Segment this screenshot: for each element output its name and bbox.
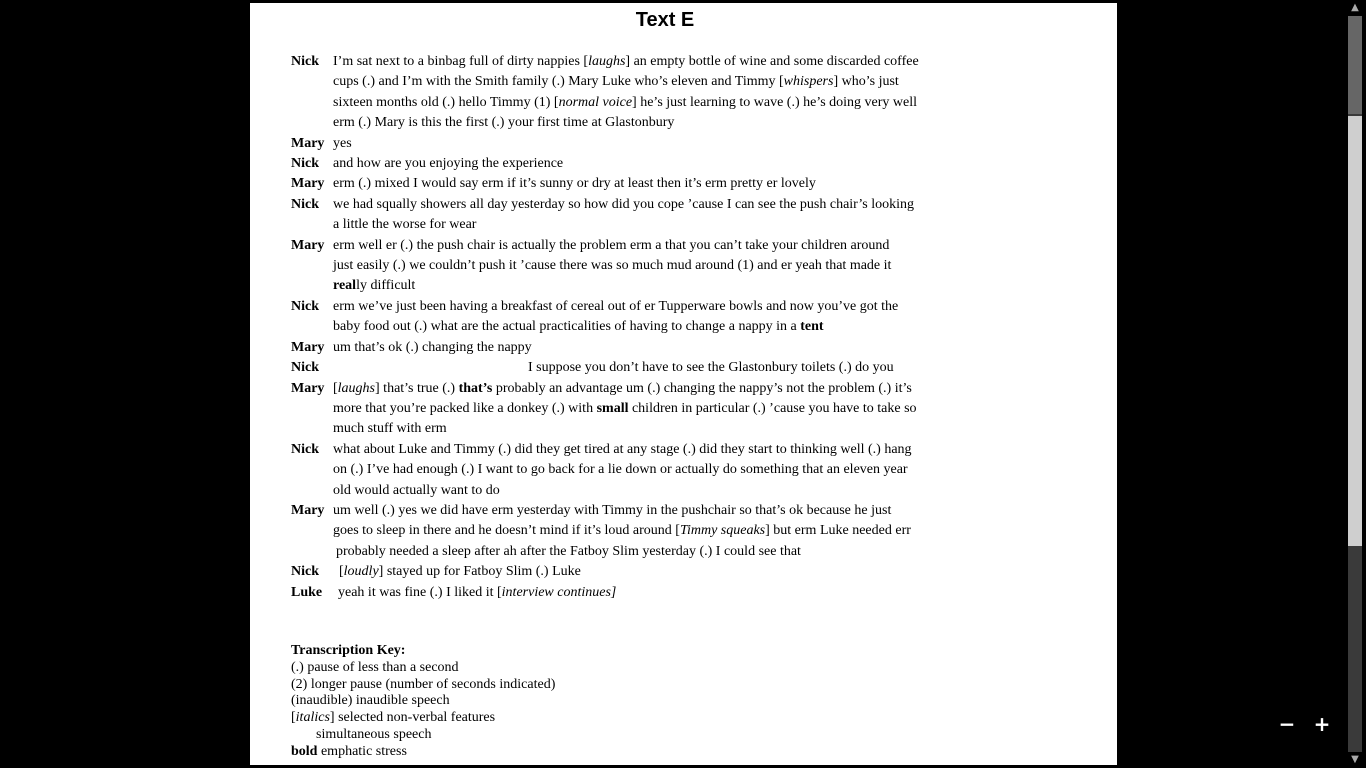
line: we had squally showers all day yesterday so how did you cope ’cause I can see the push chair’s looking — [333, 196, 914, 212]
line: erm well er (.) the push chair is actually the problem erm a that you can’t take your children around — [333, 237, 890, 253]
turn-nick-3 — [291, 195, 951, 236]
turn-nick-1 — [291, 52, 951, 134]
line: [laughs] that’s true (.) that’s probably an advantage um (.) changing the nappy’s not the problem (.) it’s — [333, 380, 912, 396]
speaker-label: Nick — [291, 156, 319, 172]
key-item: simultaneous speech — [316, 726, 432, 742]
line: erm we’ve just been having a breakfast of cereal out of er Tupperware bowls and now you’ve got the — [333, 298, 899, 314]
utterance: [loudly] stayed up for Fatboy Slim (.) Luke — [339, 564, 581, 580]
turn-mary-6 — [291, 501, 951, 562]
turn-luke-1 — [291, 583, 951, 603]
speaker-label: Mary — [291, 237, 325, 253]
scroll-track[interactable] — [1348, 16, 1362, 752]
speaker-label: Nick — [291, 441, 319, 457]
document-page — [250, 3, 1117, 765]
utterance — [333, 52, 951, 134]
key-item: (inaudible) inaudible speech — [291, 693, 450, 709]
zoom-in-button[interactable]: + — [1313, 712, 1331, 736]
line: what about Luke and Timmy (.) did they get tired at any stage (.) did they start to thinking well (.) hang — [333, 441, 912, 457]
speaker-label: Nick — [291, 360, 319, 376]
speaker-label: Nick — [291, 298, 319, 314]
key-item: (2) longer pause (number of seconds indicated) — [291, 676, 556, 692]
utterance — [333, 440, 951, 501]
line: just easily (.) we couldn’t push it ’cause there was so much mud around (1) and er yeah that made it — [333, 258, 892, 274]
line: on (.) I’ve had enough (.) I want to go back for a lie down or actually do something that an eleven year — [333, 462, 908, 478]
scroll-track-segment — [1348, 16, 1362, 114]
line: erm (.) Mary is this the first (.) your first time at Glastonbury — [333, 115, 675, 131]
speaker-label: Mary — [291, 502, 325, 518]
key-item: [italics] selected non-verbal features — [291, 710, 496, 726]
line: a little the worse for wear — [333, 217, 477, 233]
key-item: (.) pause of less than a second — [291, 659, 459, 675]
utterance — [333, 195, 951, 236]
line: goes to sleep in there and he doesn’t mind if it’s loud around [Timmy squeaks] but erm Luke needed err — [333, 523, 911, 539]
utterance — [333, 501, 951, 562]
line: more that you’re packed like a donkey (.) with small children in particular (.) ’cause you have to take so — [333, 400, 917, 416]
turn-nick-7 — [291, 562, 951, 582]
scroll-up-arrow-icon[interactable]: ▲ — [1351, 2, 1359, 13]
speaker-label: Nick — [291, 196, 319, 212]
turn-nick-5 — [291, 358, 951, 378]
turn-mary-3 — [291, 236, 951, 297]
scroll-thumb[interactable] — [1348, 116, 1362, 546]
page-title: Text E — [635, 9, 695, 31]
speaker-label: Luke — [291, 584, 323, 600]
line: old would actually want to do — [333, 482, 500, 498]
turn-nick-6 — [291, 440, 951, 501]
utterance: erm (.) mixed I would say erm if it’s sunny or dry at least then it’s erm pretty er lovely — [333, 176, 816, 192]
transcription-key — [291, 643, 555, 761]
zoom-out-button[interactable]: − — [1278, 712, 1296, 736]
turn-mary-1 — [291, 134, 951, 154]
speaker-label: Mary — [291, 339, 325, 355]
turn-nick-2 — [291, 154, 951, 174]
line: I’m sat next to a binbag full of dirty nappies [laughs] an empty bottle of wine and some discarded coffee — [333, 54, 919, 69]
transcript — [291, 52, 951, 603]
speaker-label: Mary — [291, 135, 325, 151]
utterance: um that’s ok (.) changing the nappy — [333, 339, 532, 355]
utterance — [333, 379, 951, 440]
turn-mary-5 — [291, 379, 951, 440]
utterance — [333, 236, 951, 297]
line: baby food out (.) what are the actual practicalities of having to change a nappy in a tent — [333, 319, 824, 335]
utterance: and how are you enjoying the experience — [333, 156, 564, 172]
vertical-scrollbar[interactable] — [1346, 0, 1364, 768]
utterance — [333, 297, 951, 338]
key-item: bold emphatic stress — [291, 743, 407, 759]
speaker-label: Mary — [291, 176, 325, 192]
line: cups (.) and I’m with the Smith family (.) Mary Luke who’s eleven and Timmy [whispers] who’s just — [333, 74, 899, 90]
speaker-label: Nick — [291, 564, 319, 580]
utterance: I suppose you don’t have to see the Glastonbury toilets (.) do you — [528, 360, 894, 376]
speaker-label: Nick — [291, 54, 319, 69]
scroll-down-chevron-icon[interactable]: ▼ — [1351, 754, 1359, 765]
speaker-label: Mary — [291, 380, 325, 396]
turn-mary-2 — [291, 174, 951, 194]
turn-nick-4 — [291, 297, 951, 338]
utterance: yes — [333, 135, 352, 151]
line: sixteen months old (.) hello Timmy (1) [normal voice] he’s just learning to wave (.) he’s doing very well — [333, 94, 918, 110]
utterance: yeah it was fine (.) I liked it [interview continues] — [338, 584, 617, 600]
key-heading: Transcription Key: — [291, 643, 406, 658]
line: much stuff with erm — [333, 421, 447, 437]
line: um well (.) yes we did have erm yesterday with Timmy in the pushchair so that’s ok because he just — [333, 502, 892, 518]
line: really difficult — [333, 278, 416, 294]
turn-mary-4 — [291, 338, 951, 358]
line: probably needed a sleep after ah after the Fatboy Slim yesterday (.) I could see that — [336, 543, 801, 559]
